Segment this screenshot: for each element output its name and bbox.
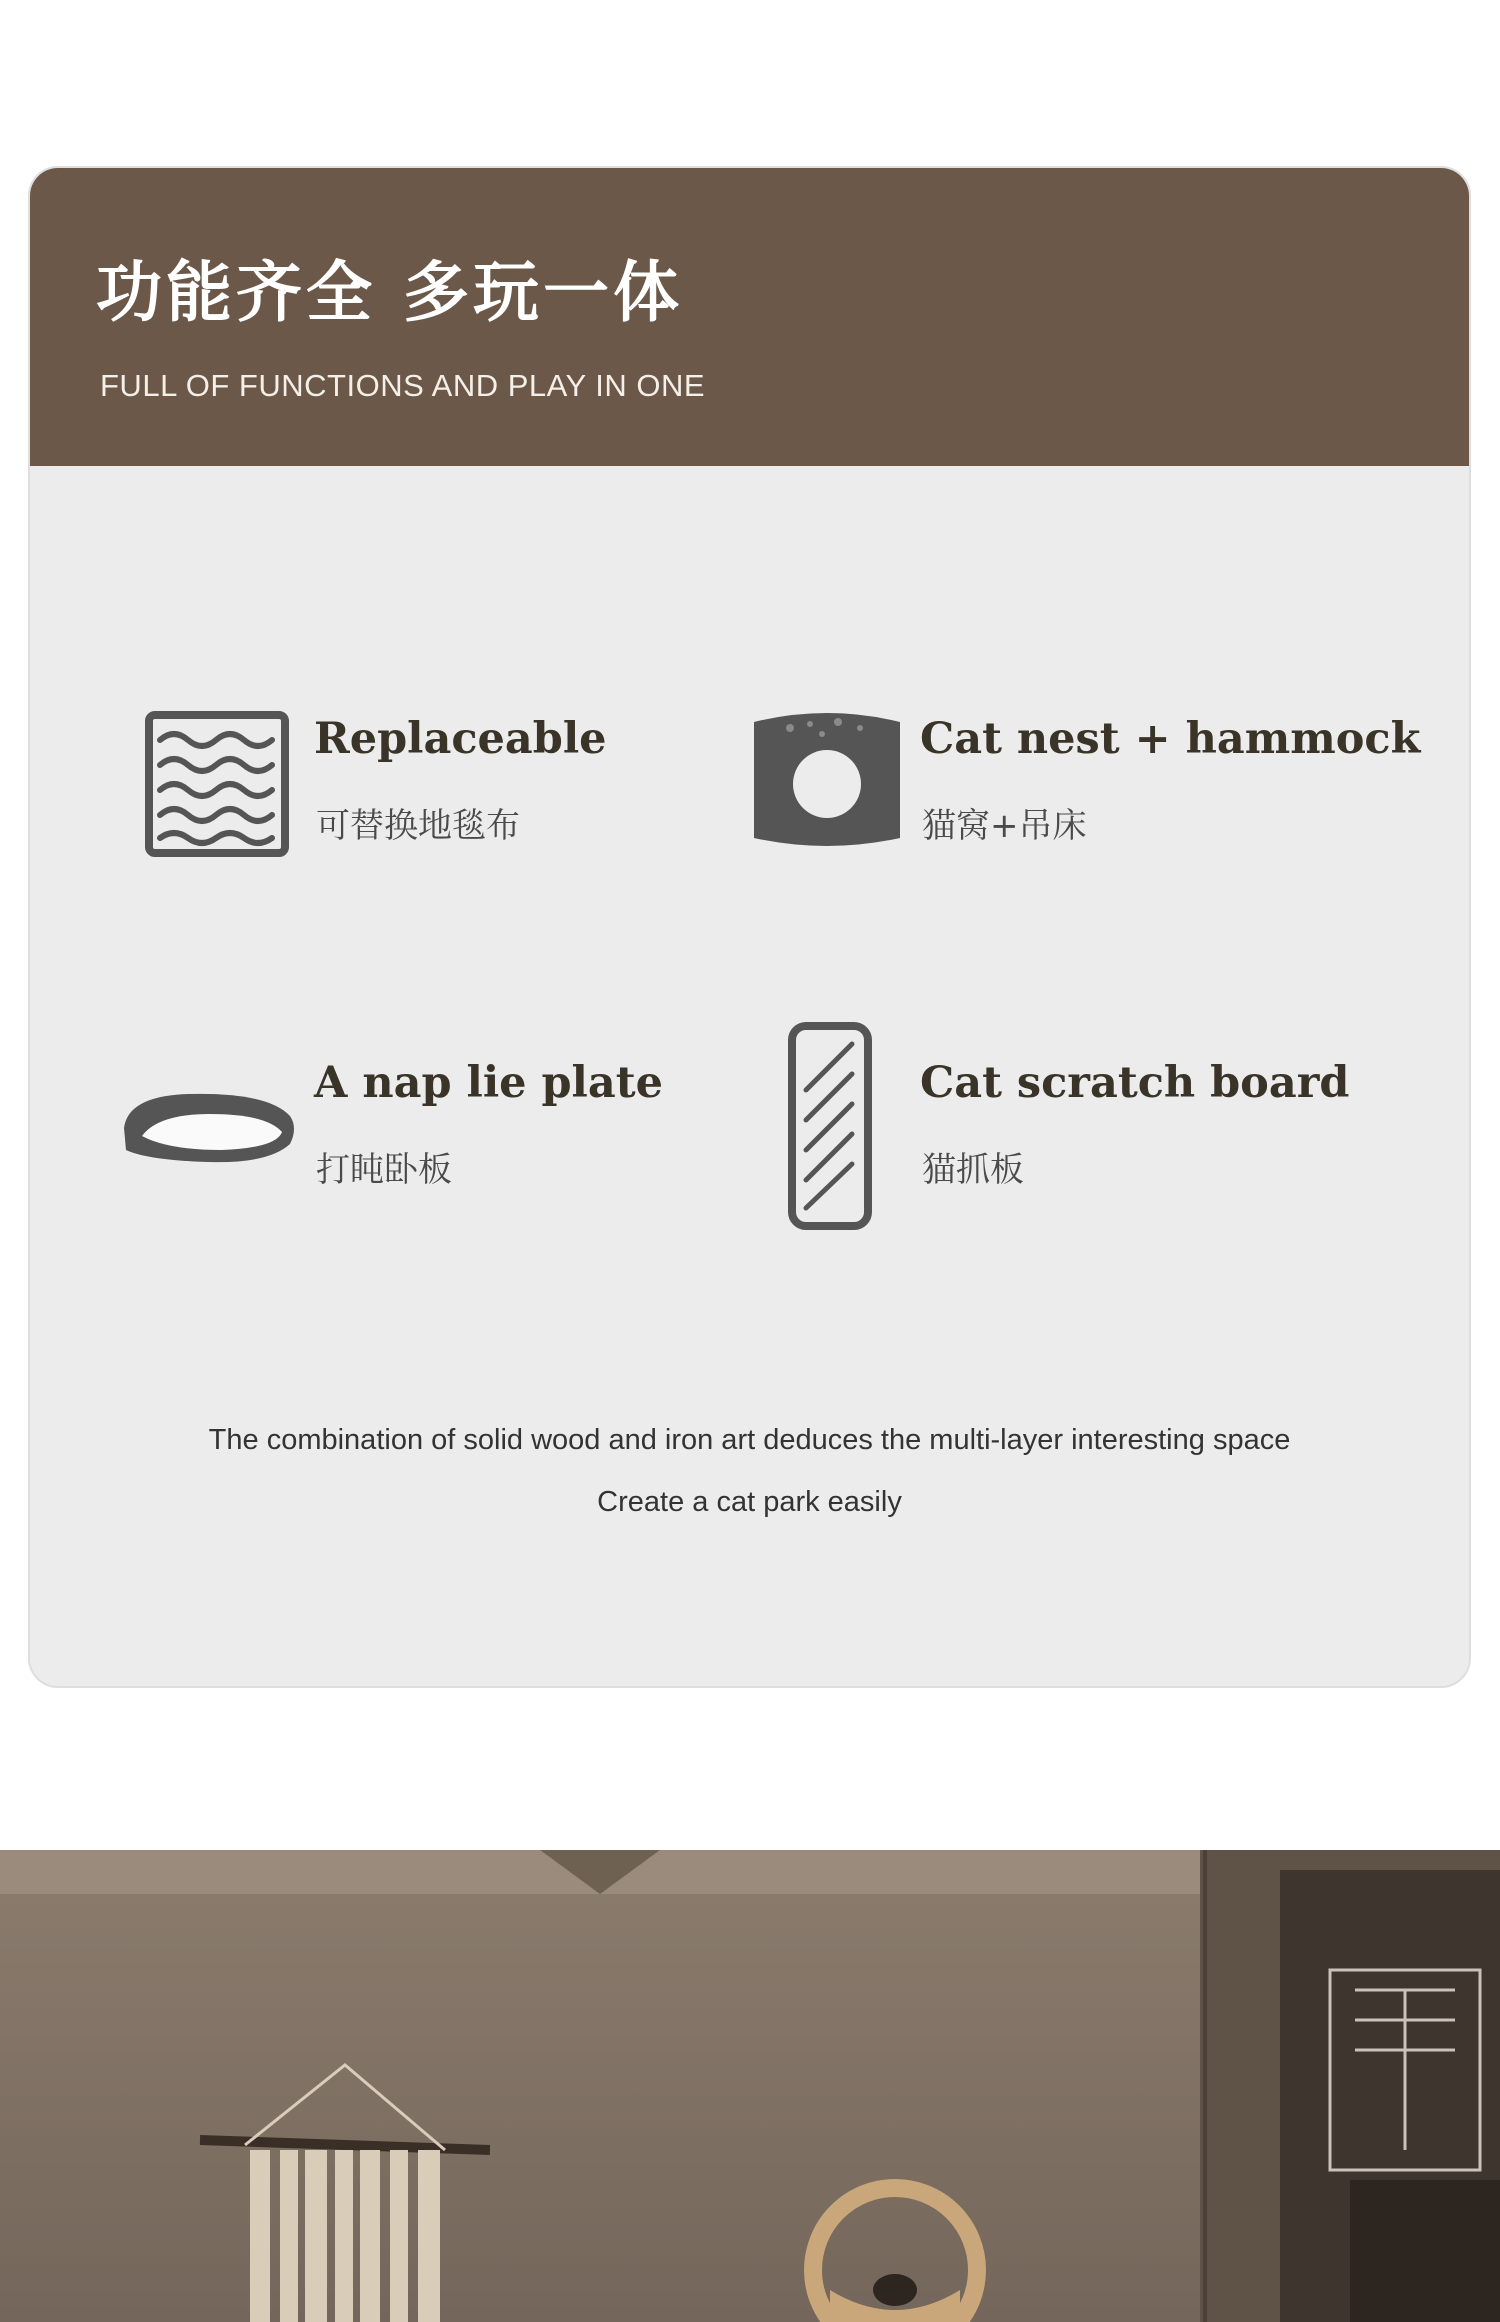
header-title-en: FULL OF FUNCTIONS AND PLAY IN ONE	[100, 368, 706, 403]
carpet-icon	[144, 710, 290, 858]
scratch-board-icon	[786, 1020, 874, 1232]
room-scene-image	[0, 1850, 1500, 2322]
header-title-cn: 功能齐全 多玩一体	[96, 254, 683, 331]
feature-title-cat-nest: Cat nest + hammock	[920, 714, 1421, 764]
description-line-2: Create a cat park easily	[597, 1486, 902, 1518]
feature-subtitle-cat-nest: 猫窝+吊床	[922, 806, 1087, 846]
product-photo	[0, 1850, 1500, 2322]
features-card	[28, 166, 1471, 1688]
description-line-1: The combination of solid wood and iron art deduces the multi-layer interesting space	[208, 1424, 1291, 1456]
feature-subtitle-nap-plate: 打盹卧板	[316, 1150, 452, 1190]
feature-subtitle-scratch-board: 猫抓板	[922, 1150, 1024, 1190]
nap-plate-icon	[118, 1088, 298, 1172]
feature-subtitle-replaceable: 可替换地毯布	[316, 806, 520, 846]
cat-nest-icon	[750, 708, 904, 854]
feature-title-nap-plate: A nap lie plate	[314, 1058, 663, 1108]
feature-title-scratch-board: Cat scratch board	[920, 1058, 1350, 1108]
feature-title-replaceable: Replaceable	[314, 714, 607, 764]
card-header	[30, 168, 1469, 466]
